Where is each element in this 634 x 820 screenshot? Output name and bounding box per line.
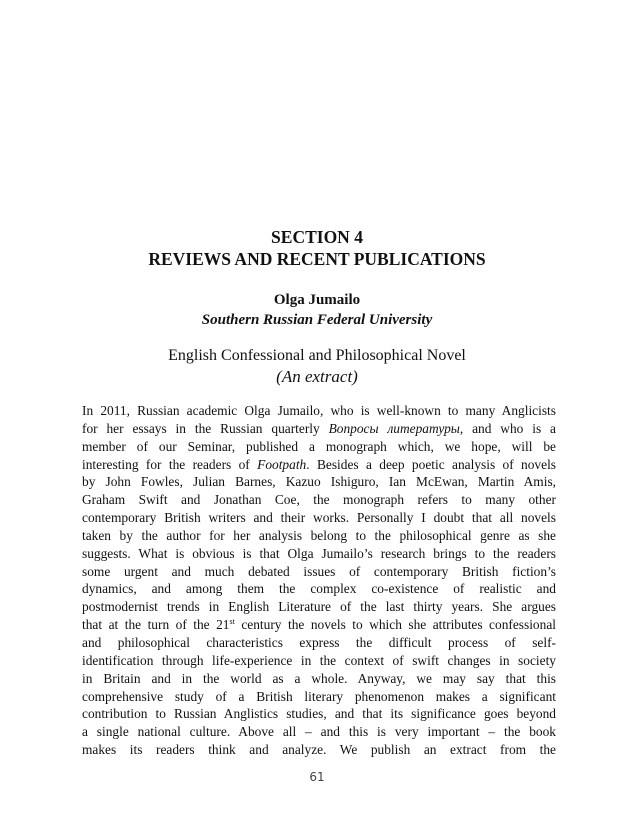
- body-text: and philosophical characteristics express the difficult process of self-: [82, 634, 556, 650]
- body-text: interesting for the readers of: [82, 456, 258, 472]
- body-line: [82, 545, 556, 563]
- body-line: [82, 634, 556, 652]
- body-text: a single national culture. Above all – and this is very important – the book: [82, 724, 556, 740]
- body-text: comprehensive study of a British literary phenomenon makes a significant: [82, 688, 556, 704]
- body-text: century the novels to which she attributes confessional: [234, 617, 556, 633]
- body-text: taken by the author for her analysis belong to the philosophical genre as she: [82, 527, 556, 543]
- body-text: , and who is a: [459, 420, 556, 436]
- body-line: [82, 580, 556, 598]
- body-line: [82, 420, 556, 438]
- body-line: [82, 598, 556, 616]
- article-subtitle: (An extract): [276, 367, 358, 386]
- body-line: [82, 705, 556, 723]
- body-text: identification through life-experience in the context of swift changes in society: [82, 652, 556, 668]
- body-line: [82, 616, 556, 634]
- body-text: that at the turn of the 21: [82, 617, 230, 633]
- body-text: by John Fowles, Julian Barnes, Kazuo Ishiguro, Ian McEwan, Martin Amis,: [82, 474, 556, 490]
- body-text: member of our Seminar, published a monograph which, we hope, will be: [82, 438, 556, 454]
- body-text: In 2011, Russian academic Olga Jumailo, who is well-known to many Anglicists: [82, 403, 556, 418]
- body-text: contemporary British writers and their works. Personally I doubt that all novels: [82, 510, 556, 526]
- body-text: some urgent and much debated issues of contemporary British fiction’s: [82, 563, 556, 579]
- body-text: contribution to Russian Anglistics studies, and that its significance goes beyond: [82, 706, 556, 722]
- section-subheading: REVIEWS AND RECENT PUBLICATIONS: [148, 249, 486, 269]
- ordinal-superscript: st: [229, 617, 235, 627]
- body-line: [82, 688, 556, 706]
- body-text: in Britain and in the world as a whole. Anyway, we may say that this: [82, 670, 556, 686]
- body-paragraph: [82, 402, 556, 759]
- body-line: [82, 723, 556, 741]
- body-text: postmodernist trends in English Literature of the last thirty years. She argues: [82, 599, 556, 615]
- body-text: for her essays in the Russian quarterly: [82, 420, 329, 436]
- body-line: [82, 527, 556, 545]
- article-affiliation: Southern Russian Federal University: [201, 312, 433, 328]
- article-author: Olga Jumailo: [273, 292, 361, 308]
- article-title: English Confessional and Philosophical Novel: [168, 347, 466, 364]
- body-line: [82, 473, 556, 491]
- body-line: [82, 741, 556, 759]
- page-number: 61: [309, 770, 325, 784]
- body-line: [82, 456, 556, 474]
- section-heading: SECTION 4: [271, 227, 363, 247]
- body-line: [82, 563, 556, 581]
- body-line: [82, 438, 556, 456]
- body-line: [82, 652, 556, 670]
- body-text: Graham Swift and Jonathan Coe, the monograph refers to many other: [82, 492, 556, 508]
- italic-title: Вопросы литературы: [328, 420, 460, 436]
- body-line: [82, 491, 556, 509]
- body-line: [82, 509, 556, 527]
- body-text: . Besides a deep poetic analysis of novels: [306, 456, 557, 472]
- body-text: suggests. What is obvious is that Olga Jumailo’s research brings to the readers: [82, 545, 556, 561]
- body-line: [82, 402, 556, 420]
- body-text: makes its readers think and analyze. We publish an extract from the: [82, 742, 556, 758]
- body-line: [82, 670, 556, 688]
- italic-title: Footpath: [257, 456, 307, 472]
- body-text: dynamics, and among them the complex co-existence of realistic and: [82, 581, 556, 597]
